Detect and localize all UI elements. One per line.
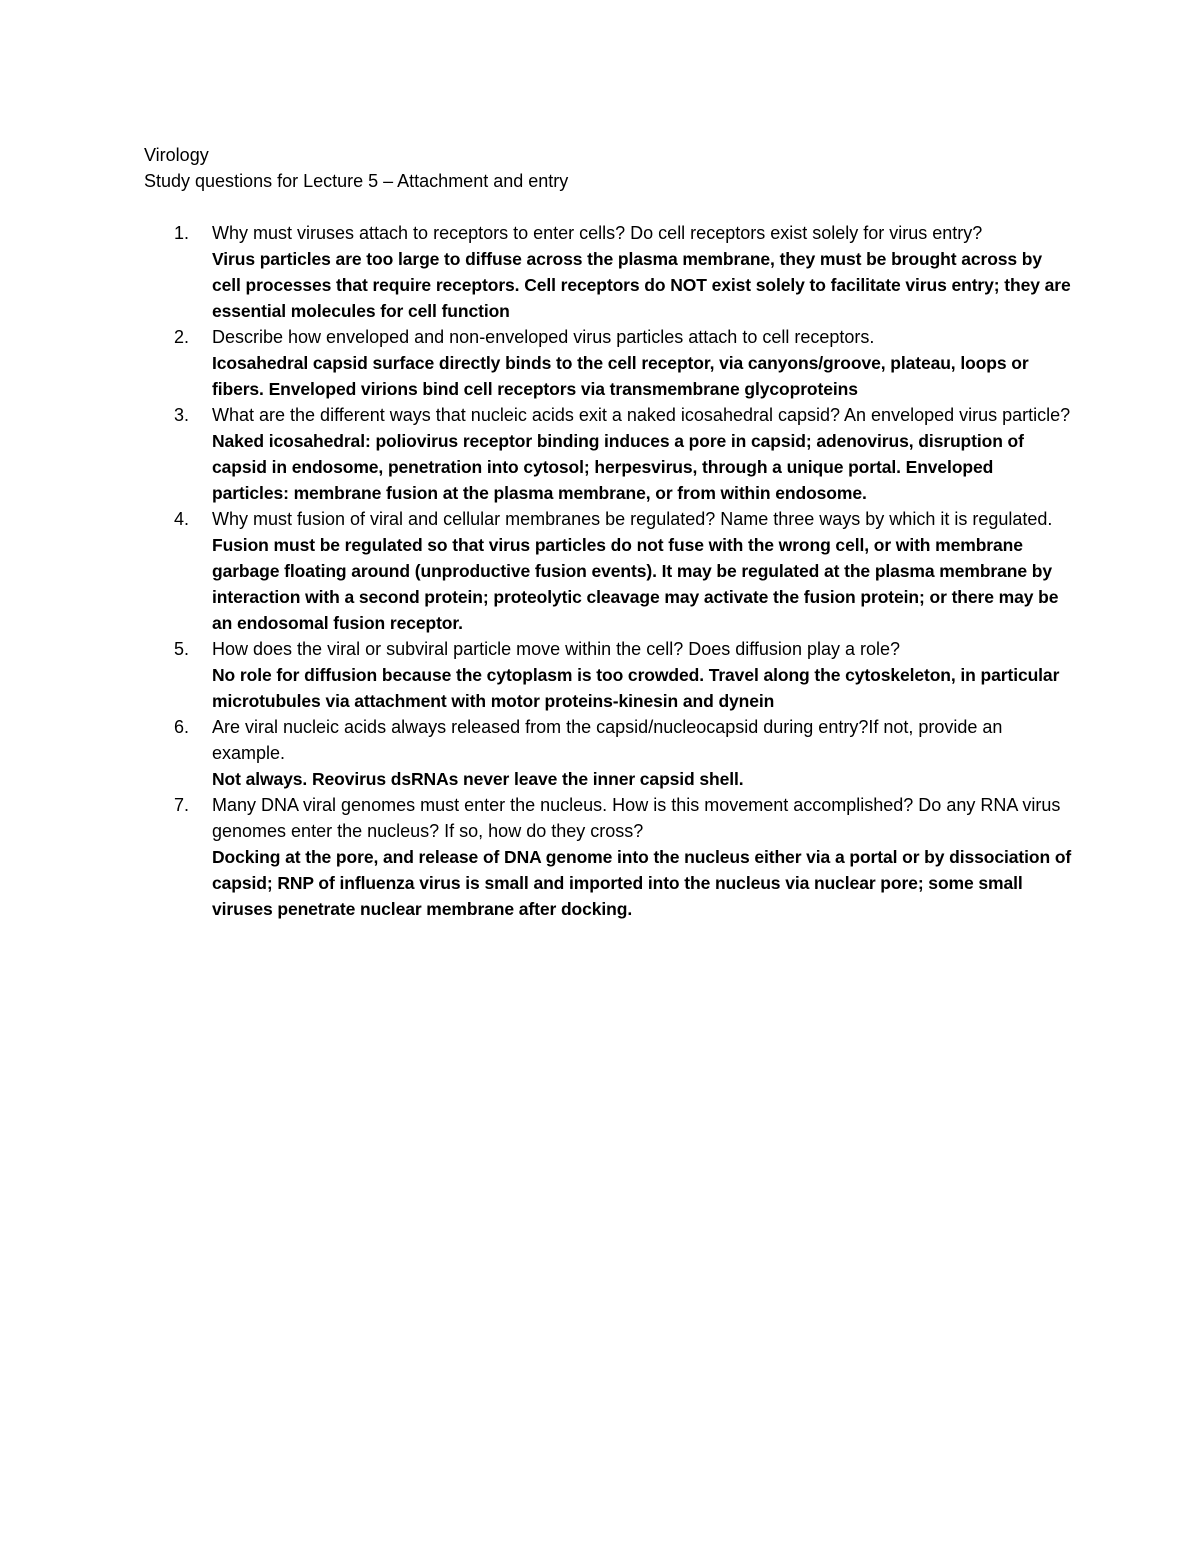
answer-text: Virus particles are too large to diffuse across the plasma membrane, they must be brought across by cell processes that require receptors. Cell receptors do NOT exist solely to facilitate virus entry; they are essential molecules for cell function <box>212 249 1071 321</box>
blank-line <box>144 194 1074 220</box>
question-number: 4. <box>174 509 190 529</box>
question-item <box>144 506 1074 636</box>
answer-text: Icosahedral capsid surface directly binds to the cell receptor, via canyons/groove, plateau, loops or fibers. Enveloped virions bind cell receptors via transmembrane glycoproteins <box>212 353 1029 399</box>
answer-text: Fusion must be regulated so that virus particles do not fuse with the wrong cell, or with membrane garbage floating around (unproductive fusion events). It may be regulated at the plasma membrane by interaction with a second protein; proteolytic cleavage may activate the fusion protein; or there may be an endosomal fusion receptor. <box>212 535 1059 633</box>
question-text: Why must viruses attach to receptors to enter cells? Do cell receptors exist solely for virus entry? <box>212 223 983 243</box>
document-title: Virology <box>144 145 209 165</box>
answer-text: Not always. Reovirus dsRNAs never leave the inner capsid shell. <box>212 769 744 789</box>
question-text: What are the different ways that nucleic acids exit a naked icosahedral capsid? An enveloped virus particle? <box>212 405 1071 425</box>
document-body <box>144 142 1074 922</box>
question-text: Many DNA viral genomes must enter the nucleus. How is this movement accomplished? Do any RNA virus genomes enter the nucleus? If so, how do they cross? <box>212 795 1061 841</box>
question-item <box>144 324 1074 402</box>
question-item <box>144 714 1074 792</box>
question-item <box>144 792 1074 922</box>
question-text: Describe how enveloped and non-enveloped virus particles attach to cell receptors. <box>212 327 875 347</box>
answer-text: No role for diffusion because the cytoplasm is too crowded. Travel along the cytoskeleton, in particular microtubules via attachment with motor proteins-kinesin and dynein <box>212 665 1060 711</box>
question-number: 5. <box>174 639 190 659</box>
answer-text: Docking at the pore, and release of DNA genome into the nucleus either via a portal or by dissociation of capsid; RNP of influenza virus is small and imported into the nucleus via nuclear pore; some small viruses penetrate nuclear membrane after docking. <box>212 847 1072 919</box>
question-number: 6. <box>174 717 190 737</box>
question-item <box>144 220 1074 324</box>
question-number: 1. <box>174 223 190 243</box>
answer-text: Naked icosahedral: poliovirus receptor binding induces a pore in capsid; adenovirus, disruption of capsid in endosome, penetration into cytosol; herpesvirus, through a unique portal. Enveloped particles: membrane fusion at the plasma membrane, or from within endosome. <box>212 431 1024 503</box>
question-text: Are viral nucleic acids always released from the capsid/nucleocapsid during entry?If not, provide an example. <box>212 717 1003 763</box>
question-item <box>144 402 1074 506</box>
question-text: Why must fusion of viral and cellular membranes be regulated? Name three ways by which it is regulated. <box>212 509 1053 529</box>
question-number: 7. <box>174 795 190 815</box>
question-text: How does the viral or subviral particle move within the cell? Does diffusion play a role? <box>212 639 901 659</box>
document-subtitle: Study questions for Lecture 5 – Attachment and entry <box>144 171 569 191</box>
question-number: 2. <box>174 327 190 347</box>
question-number: 3. <box>174 405 190 425</box>
question-item <box>144 636 1074 714</box>
question-list <box>144 220 1074 922</box>
